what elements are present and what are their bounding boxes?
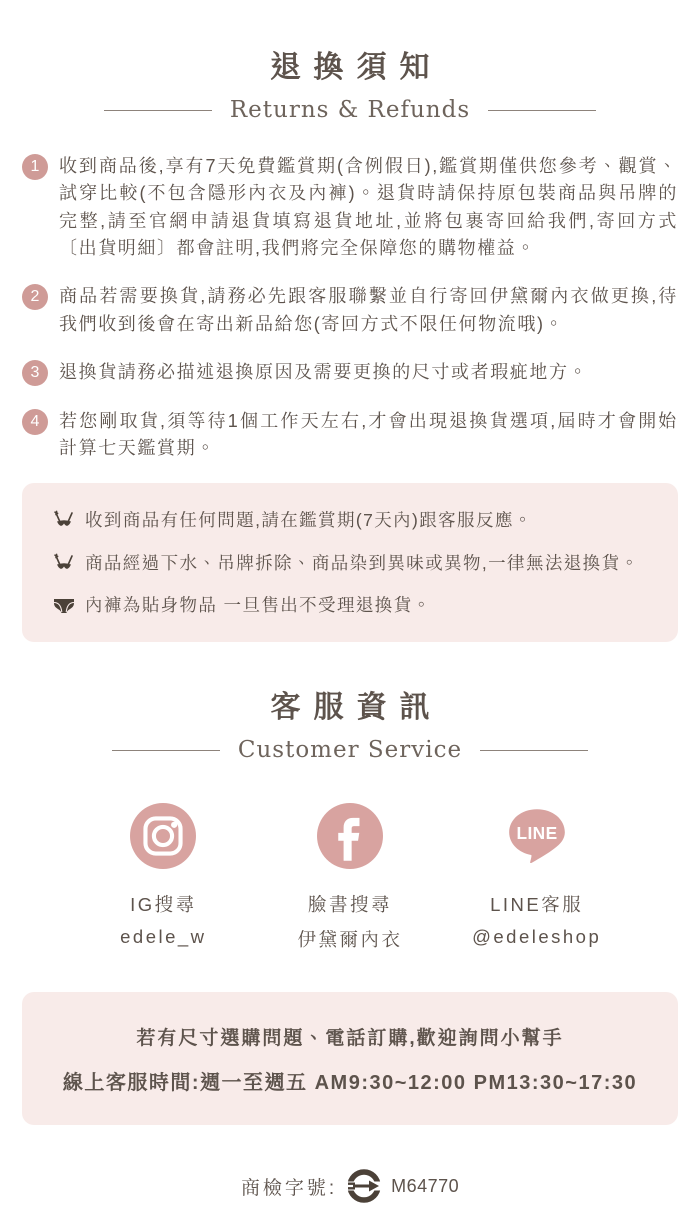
facebook-icon [317, 803, 383, 869]
notice-item-1 [22, 153, 678, 262]
channel-line[interactable] [443, 803, 630, 952]
divider-line [112, 750, 220, 751]
inspection-label: 商檢字號: [240, 1177, 338, 1199]
channel-label: LINE客服 [490, 894, 584, 916]
svg-text:LINE: LINE [516, 823, 558, 844]
divider-line [104, 110, 212, 111]
channel-label: 臉書搜尋 [308, 894, 393, 916]
notice-text: 退換貨請務必描述退換原因及需要更換的尺寸或者瑕疵地方。 [59, 362, 589, 383]
bra-icon [52, 510, 76, 532]
service-title: 客服資訊 [270, 691, 443, 725]
channel-handle: 伊黛爾內衣 [297, 929, 403, 951]
notice-item-3 [22, 359, 678, 386]
warning-item [52, 593, 648, 618]
panty-icon [52, 595, 76, 617]
warning-text: 商品經過下水、吊牌拆除、商品染到異味或異物,一律無法退換貨。 [85, 552, 640, 573]
number-badge: 1 [22, 154, 48, 180]
help-text: 若有尺寸選購問題、電話訂購,歡迎詢問小幫手 [136, 1028, 564, 1050]
warning-item [52, 551, 648, 576]
channel-facebook[interactable] [257, 803, 444, 952]
channel-handle: edele_w [120, 926, 207, 948]
number-badge: 4 [22, 409, 48, 435]
channel-label: IG搜尋 [130, 894, 197, 916]
inspection-code: M64770 [391, 1175, 460, 1196]
number-badge: 3 [22, 360, 48, 386]
notice-list [22, 153, 678, 462]
page-title: 退換須知 [270, 51, 443, 84]
line-icon [504, 803, 570, 869]
divider-line [488, 110, 596, 111]
inspection-footer [22, 1167, 678, 1205]
returns-subtitle-row [22, 97, 678, 123]
warning-text: 收到商品有任何問題,請在鑑賞期(7天內)跟客服反應。 [85, 510, 533, 531]
channel-handle: @edeleshop [472, 926, 602, 948]
help-box [22, 992, 678, 1125]
notice-text: 若您剛取貨,須等待1個工作天左右,才會出現退換貨選項,屆時才會開始計算七天鑑賞期。 [59, 410, 678, 458]
notice-item-2 [22, 283, 678, 338]
notice-text: 收到商品後,享有7天免費鑑賞期(含例假日),鑑賞期僅供您參考、觀賞、試穿比較(不包含隱形內衣及內褲)。退貨時請保持原包裝商品與吊牌的完整,請至官網申請退貨填寫退貨地址,並將包裹寄回給我們,寄回方式〔出貨明細〕都會註明,我們將完全保障您的購物權益。 [59, 156, 678, 259]
service-header [22, 682, 678, 763]
instagram-icon [130, 803, 196, 869]
divider-line [480, 750, 588, 751]
notice-item-4 [22, 408, 678, 463]
warning-text: 內褲為貼身物品 一旦售出不受理退換貨。 [85, 594, 432, 615]
number-badge: 2 [22, 284, 48, 310]
bra-icon [52, 553, 76, 575]
returns-subtitle: Returns & Refunds [229, 97, 471, 123]
warning-box [22, 483, 678, 642]
channel-instagram[interactable] [70, 803, 257, 952]
returns-header [22, 42, 678, 123]
service-subtitle-row [22, 737, 678, 763]
warning-item [52, 508, 648, 533]
bsmi-mark-icon [345, 1167, 383, 1205]
social-channels [22, 803, 678, 952]
notice-text: 商品若需要換貨,請務必先跟客服聯繫並自行寄回伊黛爾內衣做更換,待我們收到後會在寄出新品給您(寄回方式不限任何物流哦)。 [59, 286, 678, 334]
service-subtitle: Customer Service [237, 737, 463, 764]
service-hours: 線上客服時間:週一至週五 AM9:30~12:00 PM13:30~17:30 [62, 1072, 638, 1095]
